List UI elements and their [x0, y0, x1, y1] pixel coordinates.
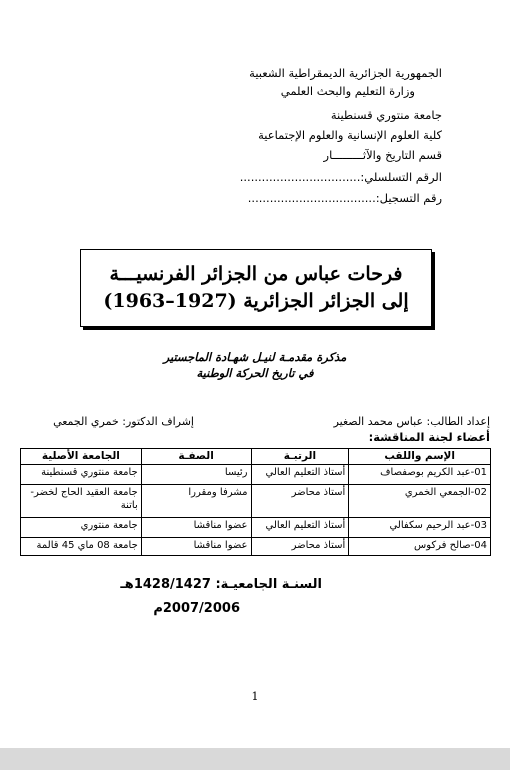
jury-role: عضوا مناقشا — [141, 518, 251, 538]
committee-title: أعضاء لجنة المناقشة: — [368, 430, 490, 444]
memo-description-line-1: مذكرة مقدمـة لنيـل شهـادة الماجستير — [163, 350, 347, 364]
jury-name: 04-صالح فركوس — [349, 538, 491, 556]
table-row — [21, 538, 491, 556]
jury-role: مشرفا ومقررا — [141, 485, 251, 518]
registration-number-label: رقم التسجيل: — [375, 191, 442, 205]
academic-year-hijri: السنـة الجامعيـة: 1428/1427هـ — [120, 577, 322, 592]
jury-table — [20, 448, 491, 556]
serial-number-line — [240, 170, 442, 185]
supervised-by: إشراف الدكتور: خمري الجمعي — [53, 415, 194, 428]
prepared-by: إعداد الطالب: عباس محمد الصغير — [333, 415, 490, 428]
jury-rank: أستاذ التعليم العالي — [251, 465, 349, 485]
ministry-name: وزارة التعليم والبحث العلمي — [280, 84, 415, 98]
registration-number-dots: ................................... — [247, 191, 376, 205]
department-name: قسم التاريخ والآثـــــــــار — [323, 148, 442, 162]
registration-number-line — [248, 191, 442, 206]
jury-name: 03-عبد الرحيم سكفالي — [349, 518, 491, 538]
jury-university: جامعة منتوري — [21, 518, 142, 538]
jury-rank: أستاذ التعليم العالي — [251, 518, 349, 538]
table-row — [21, 485, 491, 518]
header-university: الجامعة الأصلية — [21, 449, 142, 465]
jury-rank: أستاذ محاضر — [251, 538, 349, 556]
jury-rank: أستاذ محاضر — [251, 485, 349, 518]
header-name: الإسم واللقب — [349, 449, 491, 465]
thesis-title-line-1: فرحات عباس من الجزائر الفرنسيـــة — [109, 263, 403, 285]
page-number: 1 — [251, 690, 259, 703]
republic-name: الجمهورية الجزائرية الديمقراطية الشعبية — [249, 66, 442, 80]
table-row — [21, 518, 491, 538]
jury-name: 01-عبد الكريم بوصفصاف — [349, 465, 491, 485]
page-bottom-bar — [0, 748, 510, 770]
jury-name: 02-الجمعي الخمري — [349, 485, 491, 518]
header-role: الصفـة — [141, 449, 251, 465]
jury-university: جامعة منتوري قسنطينة — [21, 465, 142, 485]
thesis-title-line-2: إلى الجزائر الجزائرية (1927–1963) — [103, 290, 409, 312]
serial-number-dots: ................................. — [239, 170, 361, 184]
thesis-title-box — [80, 249, 432, 327]
jury-role: رئيسا — [141, 465, 251, 485]
faculty-name: كلية العلوم الإنسانية والعلوم الإجتماعية — [258, 128, 442, 142]
table-row — [21, 465, 491, 485]
serial-number-label: الرقم التسلسلي: — [360, 170, 442, 184]
jury-table-header-row — [21, 449, 491, 465]
header-rank: الرتبـة — [251, 449, 349, 465]
memo-description-line-2: في تاريخ الحركة الوطنية — [196, 366, 314, 380]
jury-role: عضوا مناقشا — [141, 538, 251, 556]
jury-university: جامعة العقيد الحاج لخضر- باتنة — [21, 485, 142, 518]
university-name: جامعة منتوري قسنطينة — [330, 108, 442, 122]
academic-year-gregorian: 2007/2006م — [153, 601, 240, 616]
jury-university: جامعة 08 ماي 45 قالمة — [21, 538, 142, 556]
